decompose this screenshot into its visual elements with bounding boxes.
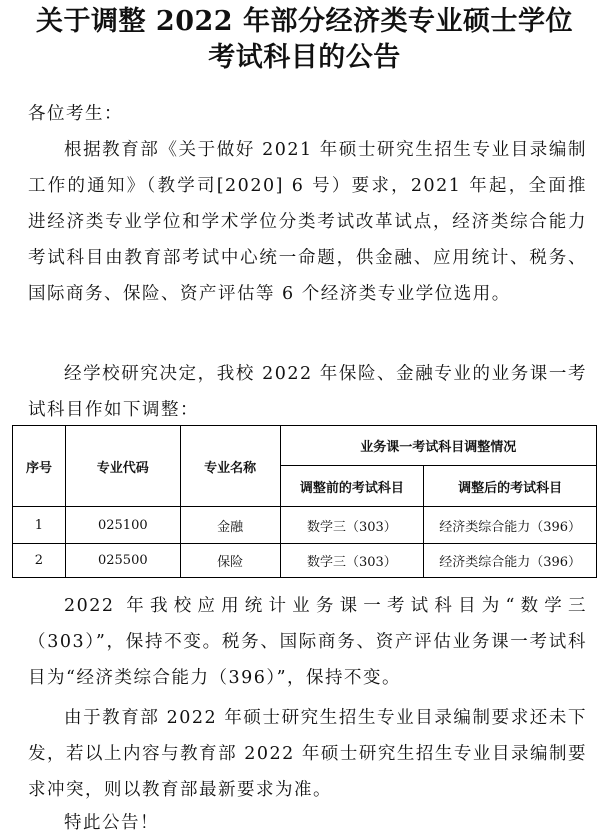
table-row bbox=[13, 544, 597, 578]
header-subject-after: 调整后的考试科目 bbox=[424, 466, 597, 507]
cell-major-name: 保险 bbox=[180, 544, 280, 578]
header-seq: 序号 bbox=[13, 426, 66, 507]
cell-subject-after: 经济类综合能力（396） bbox=[424, 507, 597, 544]
header-subject-adjustment: 业务课一考试科目调整情况 bbox=[280, 426, 597, 466]
cell-major-name: 金融 bbox=[180, 507, 280, 544]
cell-subject-before: 数学三（303） bbox=[280, 544, 424, 578]
adjustment-table bbox=[12, 425, 597, 578]
paragraph-unchanged-subjects: 2022 年我校应用统计业务课一考试科目为“数学三（303）”，保持不变。税务、国际商务、资产评估业务课一考试科目为“经济类综合能力（396）”，保持不变。 bbox=[28, 596, 587, 688]
cell-seq: 2 bbox=[13, 544, 66, 578]
closing-line: 特此公告！ bbox=[64, 813, 159, 833]
title-line-2: 考试科目的公告 bbox=[208, 42, 401, 73]
header-major-name: 专业名称 bbox=[180, 426, 280, 507]
table-row bbox=[13, 507, 597, 544]
paragraph-adjustment-intro: 经学校研究决定，我校 2022 年保险、金融专业的业务课一考试科目作如下调整： bbox=[28, 364, 587, 420]
header-major-code: 专业代码 bbox=[65, 426, 180, 507]
header-subject-before: 调整前的考试科目 bbox=[280, 466, 424, 507]
salutation: 各位考生： bbox=[28, 104, 123, 124]
cell-major-code: 025500 bbox=[65, 544, 180, 578]
cell-subject-after: 经济类综合能力（396） bbox=[424, 544, 597, 578]
cell-major-code: 025100 bbox=[65, 507, 180, 544]
title-line-1: 关于调整 2022 年部分经济类专业硕士学位 bbox=[36, 6, 573, 37]
notice-title bbox=[0, 0, 609, 76]
cell-subject-before: 数学三（303） bbox=[280, 507, 424, 544]
cell-seq: 1 bbox=[13, 507, 66, 544]
paragraph-policy-background: 根据教育部《关于做好 2021 年硕士研究生招生专业目录编制工作的通知》（教学司[2020] 6 号）要求，2021 年起，全面推进经济类专业学位和学术学位分类考试改革试点，经济类综合能力考试科目由教育部考试中心统一命题，供金融、应用统计、税务、国际商务、保险、资产评估等 6 个经济类专业学位选用。 bbox=[28, 140, 587, 304]
table-header-row bbox=[13, 426, 597, 466]
paragraph-ministry-precedence: 由于教育部 2022 年硕士研究生招生专业目录编制要求还未下发，若以上内容与教育部 2022 年硕士研究生招生专业目录编制要求冲突，则以教育部最新要求为准。 bbox=[28, 708, 587, 800]
